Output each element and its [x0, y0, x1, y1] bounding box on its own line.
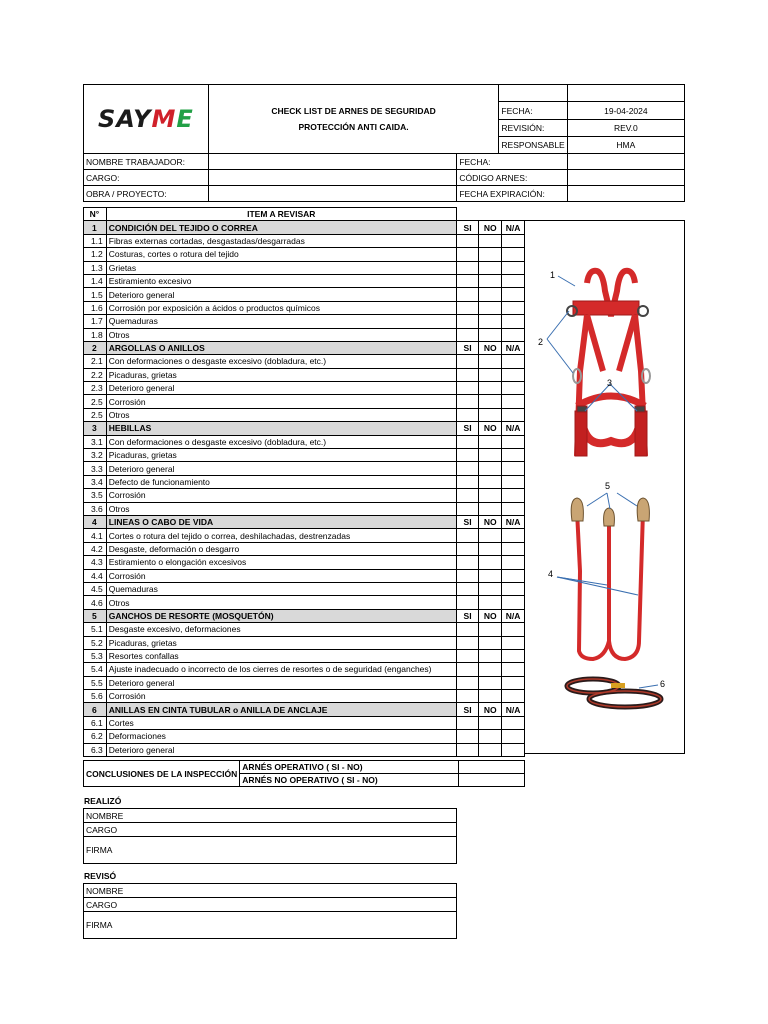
item-description: Otros	[106, 596, 456, 609]
checklist-row	[84, 596, 525, 609]
item-description: Desgaste, deformación o desgarro	[106, 542, 456, 555]
callout-label-4: 4	[548, 569, 554, 579]
si-checkbox-cell[interactable]	[456, 556, 479, 569]
section-header-row	[84, 609, 525, 622]
no-checkbox-cell[interactable]	[479, 676, 502, 689]
si-checkbox-cell[interactable]	[456, 676, 479, 689]
conclusions-table	[83, 760, 525, 787]
conclusions-title: CONCLUSIONES DE LA INSPECCIÓN	[84, 761, 240, 787]
si-header: SI	[456, 609, 479, 622]
si-checkbox-cell[interactable]	[456, 261, 479, 274]
no-checkbox-cell[interactable]	[479, 502, 502, 515]
fecha-expiracion-label: FECHA EXPIRACIÓN:	[457, 186, 568, 202]
section-title: GANCHOS DE RESORTE (MOSQUETÓN)	[106, 609, 456, 622]
item-description: Deterioro general	[106, 288, 456, 301]
no-checkbox-cell[interactable]	[479, 234, 502, 247]
callout-label-5: 5	[605, 481, 611, 491]
item-number: 2.3	[84, 382, 107, 395]
item-description: Costuras, cortes o rotura del tejido	[106, 248, 456, 261]
no-checkbox-cell[interactable]	[479, 569, 502, 582]
si-checkbox-cell[interactable]	[456, 475, 479, 488]
si-checkbox-cell[interactable]	[456, 596, 479, 609]
na-checkbox-cell[interactable]	[502, 542, 525, 555]
item-number: 5.6	[84, 690, 107, 703]
si-checkbox-cell[interactable]	[456, 315, 479, 328]
section-title: CONDICIÓN DEL TEJIDO O CORREA	[106, 221, 456, 234]
item-number: 5.3	[84, 649, 107, 662]
realizo-heading: REALIZÓ	[84, 796, 122, 806]
callout-label-1: 1	[550, 270, 556, 280]
na-checkbox-cell[interactable]	[502, 328, 525, 341]
col-number-header: N°	[84, 208, 107, 221]
fecha-label: FECHA:	[499, 102, 567, 120]
na-checkbox-cell[interactable]	[502, 449, 525, 462]
no-checkbox-cell[interactable]	[479, 288, 502, 301]
no-checkbox-cell[interactable]	[479, 596, 502, 609]
si-checkbox-cell[interactable]	[456, 408, 479, 421]
na-checkbox-cell[interactable]	[502, 462, 525, 475]
item-number: 3.6	[84, 502, 107, 515]
no-checkbox-cell[interactable]	[479, 716, 502, 729]
na-checkbox-cell[interactable]	[502, 435, 525, 448]
revision-value: REV.0	[567, 120, 684, 137]
checklist-row	[84, 556, 525, 569]
checklist-row	[84, 502, 525, 515]
item-number: 4.6	[84, 596, 107, 609]
checklist-row	[84, 569, 525, 582]
checklist-row	[84, 542, 525, 555]
item-description: Con deformaciones o desgaste excesivo (dobladura, etc.)	[106, 355, 456, 368]
sayme-logo: SAYME	[97, 105, 194, 133]
na-checkbox-cell[interactable]	[502, 248, 525, 261]
item-number: 4.2	[84, 542, 107, 555]
na-checkbox-cell[interactable]	[502, 663, 525, 676]
checklist-row	[84, 649, 525, 662]
lanyard-image	[571, 498, 649, 659]
section-header-row	[84, 221, 525, 234]
item-description: Deterioro general	[106, 382, 456, 395]
item-description: Cortes	[106, 716, 456, 729]
fecha-value: 19-04-2024	[567, 102, 684, 120]
na-header: N/A	[502, 221, 525, 234]
item-description: Estiramiento o elongación excesivos	[106, 556, 456, 569]
section-header-row	[84, 703, 525, 716]
equipment-image-panel	[524, 220, 685, 754]
checklist-row	[84, 582, 525, 595]
si-header: SI	[456, 221, 479, 234]
lanyard-callout-arrows	[557, 493, 638, 595]
na-checkbox-cell[interactable]	[502, 355, 525, 368]
document-title-line1: CHECK LIST DE ARNES DE SEGURIDAD	[271, 106, 436, 116]
harness-image	[567, 271, 650, 456]
na-checkbox-cell[interactable]	[502, 261, 525, 274]
na-header: N/A	[502, 341, 525, 354]
no-checkbox-cell[interactable]	[479, 274, 502, 287]
operativo-field[interactable]	[458, 761, 524, 774]
item-number: 1.6	[84, 301, 107, 314]
no-header: NO	[479, 422, 502, 435]
item-number: 2.5	[84, 395, 107, 408]
na-checkbox-cell[interactable]	[502, 730, 525, 743]
no-header: NO	[479, 221, 502, 234]
callout-label-3: 3	[607, 378, 613, 388]
checklist-row	[84, 676, 525, 689]
si-checkbox-cell[interactable]	[456, 435, 479, 448]
item-number: 2.2	[84, 368, 107, 381]
item-description: Corrosión	[106, 489, 456, 502]
item-number: 3.2	[84, 449, 107, 462]
si-checkbox-cell[interactable]	[456, 462, 479, 475]
na-checkbox-cell[interactable]	[502, 529, 525, 542]
operativo-label: ARNÉS OPERATIVO ( SI - NO)	[240, 761, 458, 774]
item-number: 1.1	[84, 234, 107, 247]
na-checkbox-cell[interactable]	[502, 743, 525, 756]
checklist-row	[84, 274, 525, 287]
no-checkbox-cell[interactable]	[479, 556, 502, 569]
si-checkbox-cell[interactable]	[456, 623, 479, 636]
realizo-table	[83, 808, 457, 864]
checklist-row	[84, 395, 525, 408]
item-number: 4.3	[84, 556, 107, 569]
na-checkbox-cell[interactable]	[502, 690, 525, 703]
no-checkbox-cell[interactable]	[479, 261, 502, 274]
item-number: 5.5	[84, 676, 107, 689]
si-checkbox-cell[interactable]	[456, 542, 479, 555]
na-checkbox-cell[interactable]	[502, 382, 525, 395]
na-checkbox-cell[interactable]	[502, 301, 525, 314]
section-number: 1	[84, 221, 107, 234]
checklist-row	[84, 716, 525, 729]
item-description: Deterioro general	[106, 462, 456, 475]
section-title: LINEAS O CABO DE VIDA	[106, 515, 456, 528]
no-header: NO	[479, 341, 502, 354]
item-number: 5.4	[84, 663, 107, 676]
no-header: NO	[479, 609, 502, 622]
no-checkbox-cell[interactable]	[479, 301, 502, 314]
responsable-label: RESPONSABLE	[499, 137, 567, 154]
worker-info-table	[83, 153, 685, 202]
callout-label-6: 6	[660, 679, 666, 689]
realizo-firma-label[interactable]: FIRMA	[84, 837, 457, 864]
item-number: 3.1	[84, 435, 107, 448]
codigo-arnes-label: CÓDIGO ARNES:	[457, 170, 568, 186]
na-checkbox-cell[interactable]	[502, 556, 525, 569]
item-description: Picaduras, grietas	[106, 449, 456, 462]
na-checkbox-cell[interactable]	[502, 623, 525, 636]
na-header: N/A	[502, 703, 525, 716]
item-number: 6.2	[84, 730, 107, 743]
si-checkbox-cell[interactable]	[456, 730, 479, 743]
item-description: Deformaciones	[106, 730, 456, 743]
item-number: 3.3	[84, 462, 107, 475]
item-description: Desgaste excesivo, deformaciones	[106, 623, 456, 636]
na-checkbox-cell[interactable]	[502, 315, 525, 328]
item-number: 4.5	[84, 582, 107, 595]
checklist-row	[84, 301, 525, 314]
item-description: Corrosión	[106, 690, 456, 703]
checklist-row	[84, 462, 525, 475]
no-checkbox-cell[interactable]	[479, 368, 502, 381]
item-description: Ajuste inadecuado o incorrecto de los cierres de resortes o de seguridad (enganches)	[106, 663, 456, 676]
section-number: 2	[84, 341, 107, 354]
checklist-row	[84, 489, 525, 502]
item-number: 1.5	[84, 288, 107, 301]
fecha-expiracion-field[interactable]	[568, 186, 685, 202]
si-header: SI	[456, 341, 479, 354]
checklist-row	[84, 315, 525, 328]
checklist-row	[84, 743, 525, 756]
si-checkbox-cell[interactable]	[456, 355, 479, 368]
reviso-table	[83, 883, 457, 939]
checklist-row	[84, 261, 525, 274]
reviso-cargo-label[interactable]: CARGO	[84, 898, 457, 912]
col-item-header: ITEM A REVISAR	[106, 208, 456, 221]
item-description: Otros	[106, 408, 456, 421]
na-header: N/A	[502, 515, 525, 528]
checklist-row	[84, 623, 525, 636]
si-checkbox-cell[interactable]	[456, 502, 479, 515]
no-checkbox-cell[interactable]	[479, 248, 502, 261]
item-number: 5.1	[84, 623, 107, 636]
item-description: Defecto de funcionamiento	[106, 475, 456, 488]
item-number: 2.1	[84, 355, 107, 368]
na-checkbox-cell[interactable]	[502, 288, 525, 301]
item-number: 3.5	[84, 489, 107, 502]
no-checkbox-cell[interactable]	[479, 582, 502, 595]
checklist-row	[84, 636, 525, 649]
item-description: Deterioro general	[106, 676, 456, 689]
no-checkbox-cell[interactable]	[479, 649, 502, 662]
na-checkbox-cell[interactable]	[502, 274, 525, 287]
na-checkbox-cell[interactable]	[502, 234, 525, 247]
na-checkbox-cell[interactable]	[502, 676, 525, 689]
si-checkbox-cell[interactable]	[456, 663, 479, 676]
obra-proyecto-field[interactable]	[208, 186, 456, 202]
item-description: Cortes o rotura del tejido o correa, deshilachadas, destrenzadas	[106, 529, 456, 542]
no-header: NO	[479, 515, 502, 528]
no-header: NO	[479, 703, 502, 716]
item-number: 1.8	[84, 328, 107, 341]
cargo-field[interactable]	[208, 170, 456, 186]
no-checkbox-cell[interactable]	[479, 542, 502, 555]
no-operativo-label: ARNÉS NO OPERATIVO ( SI - NO)	[240, 774, 458, 787]
checklist-row	[84, 408, 525, 421]
si-checkbox-cell[interactable]	[456, 449, 479, 462]
item-number: 3.4	[84, 475, 107, 488]
strap-callout-arrow	[639, 685, 658, 688]
no-checkbox-cell[interactable]	[479, 730, 502, 743]
checklist-row	[84, 382, 525, 395]
si-checkbox-cell[interactable]	[456, 569, 479, 582]
section-header-row	[84, 515, 525, 528]
section-number: 6	[84, 703, 107, 716]
item-number: 5.2	[84, 636, 107, 649]
no-checkbox-cell[interactable]	[479, 743, 502, 756]
no-checkbox-cell[interactable]	[479, 382, 502, 395]
item-number: 1.4	[84, 274, 107, 287]
na-checkbox-cell[interactable]	[502, 582, 525, 595]
realizo-cargo-label[interactable]: CARGO	[84, 823, 457, 837]
no-checkbox-cell[interactable]	[479, 690, 502, 703]
si-header: SI	[456, 422, 479, 435]
item-number: 1.3	[84, 261, 107, 274]
item-description: Otros	[106, 328, 456, 341]
si-checkbox-cell[interactable]	[456, 274, 479, 287]
item-description: Corrosión por exposición a ácidos o productos químicos	[106, 301, 456, 314]
na-checkbox-cell[interactable]	[502, 475, 525, 488]
no-checkbox-cell[interactable]	[479, 435, 502, 448]
item-number: 6.3	[84, 743, 107, 756]
item-description: Otros	[106, 502, 456, 515]
item-description: Corrosión	[106, 569, 456, 582]
checklist-row	[84, 529, 525, 542]
si-header: SI	[456, 703, 479, 716]
document-title-line2: PROTECCIÓN ANTI CAIDA.	[298, 122, 409, 132]
no-checkbox-cell[interactable]	[479, 663, 502, 676]
cargo-label: CARGO:	[84, 170, 209, 186]
item-description: Deterioro general	[106, 743, 456, 756]
item-description: Quemaduras	[106, 315, 456, 328]
info-fecha-label: FECHA:	[457, 154, 568, 170]
na-checkbox-cell[interactable]	[502, 489, 525, 502]
na-checkbox-cell[interactable]	[502, 408, 525, 421]
harness-diagram	[525, 221, 684, 753]
reviso-firma-label[interactable]: FIRMA	[84, 912, 457, 939]
realizo-nombre-label[interactable]: NOMBRE	[84, 809, 457, 823]
si-checkbox-cell[interactable]	[456, 301, 479, 314]
anchor-strap-image	[567, 679, 661, 707]
codigo-arnes-field[interactable]	[568, 170, 685, 186]
si-checkbox-cell[interactable]	[456, 382, 479, 395]
item-description: Quemaduras	[106, 582, 456, 595]
header-table	[83, 84, 685, 154]
item-number: 4.1	[84, 529, 107, 542]
item-description: Estiramiento excesivo	[106, 274, 456, 287]
item-description: Picaduras, grietas	[106, 368, 456, 381]
no-operativo-field[interactable]	[458, 774, 524, 787]
section-title: ARGOLLAS O ANILLOS	[106, 341, 456, 354]
checklist-row	[84, 368, 525, 381]
na-checkbox-cell[interactable]	[502, 368, 525, 381]
si-checkbox-cell[interactable]	[456, 529, 479, 542]
item-number: 4.4	[84, 569, 107, 582]
item-description: Corrosión	[106, 395, 456, 408]
no-checkbox-cell[interactable]	[479, 489, 502, 502]
item-number: 1.2	[84, 248, 107, 261]
item-description: Con deformaciones o desgaste excesivo (dobladura, etc.)	[106, 435, 456, 448]
item-description: Picaduras, grietas	[106, 636, 456, 649]
checklist-row	[84, 328, 525, 341]
si-checkbox-cell[interactable]	[456, 636, 479, 649]
checklist-row	[84, 449, 525, 462]
na-checkbox-cell[interactable]	[502, 716, 525, 729]
si-checkbox-cell[interactable]	[456, 395, 479, 408]
si-checkbox-cell[interactable]	[456, 690, 479, 703]
si-checkbox-cell[interactable]	[456, 248, 479, 261]
si-checkbox-cell[interactable]	[456, 328, 479, 341]
checklist-row	[84, 663, 525, 676]
revision-label: REVISIÓN:	[499, 120, 567, 137]
no-checkbox-cell[interactable]	[479, 529, 502, 542]
no-checkbox-cell[interactable]	[479, 462, 502, 475]
checklist-row	[84, 355, 525, 368]
callout-label-2: 2	[538, 337, 544, 347]
no-checkbox-cell[interactable]	[479, 636, 502, 649]
no-checkbox-cell[interactable]	[479, 475, 502, 488]
nombre-trabajador-label: NOMBRE TRABAJADOR:	[84, 154, 209, 170]
checklist-row	[84, 234, 525, 247]
responsable-value: HMA	[567, 137, 684, 154]
no-checkbox-cell[interactable]	[479, 395, 502, 408]
item-number: 6.1	[84, 716, 107, 729]
no-checkbox-cell[interactable]	[479, 355, 502, 368]
na-checkbox-cell[interactable]	[502, 636, 525, 649]
item-number: 1.7	[84, 315, 107, 328]
no-checkbox-cell[interactable]	[479, 623, 502, 636]
no-checkbox-cell[interactable]	[479, 408, 502, 421]
checklist-row	[84, 475, 525, 488]
na-checkbox-cell[interactable]	[502, 395, 525, 408]
no-checkbox-cell[interactable]	[479, 449, 502, 462]
na-checkbox-cell[interactable]	[502, 596, 525, 609]
section-title: HEBILLAS	[106, 422, 456, 435]
checklist-row	[84, 288, 525, 301]
na-checkbox-cell[interactable]	[502, 502, 525, 515]
si-checkbox-cell[interactable]	[456, 649, 479, 662]
nombre-trabajador-field[interactable]	[208, 154, 456, 170]
checklist-row	[84, 730, 525, 743]
si-checkbox-cell[interactable]	[456, 489, 479, 502]
si-checkbox-cell[interactable]	[456, 582, 479, 595]
checklist-row	[84, 690, 525, 703]
na-checkbox-cell[interactable]	[502, 569, 525, 582]
section-header-row	[84, 341, 525, 354]
item-description: Fibras externas cortadas, desgastadas/desgarradas	[106, 234, 456, 247]
item-description: Grietas	[106, 261, 456, 274]
checklist-row	[84, 248, 525, 261]
checklist-row	[84, 435, 525, 448]
reviso-heading: REVISÓ	[84, 871, 117, 881]
harness-callout-arrows	[547, 276, 637, 411]
section-number: 5	[84, 609, 107, 622]
si-checkbox-cell[interactable]	[456, 368, 479, 381]
no-checkbox-cell[interactable]	[479, 315, 502, 328]
section-number: 4	[84, 515, 107, 528]
si-checkbox-cell[interactable]	[456, 716, 479, 729]
reviso-nombre-label[interactable]: NOMBRE	[84, 884, 457, 898]
info-fecha-field[interactable]	[568, 154, 685, 170]
title-cell	[208, 85, 499, 154]
no-checkbox-cell[interactable]	[479, 328, 502, 341]
na-header: N/A	[502, 609, 525, 622]
item-number: 2.5	[84, 408, 107, 421]
na-header: N/A	[502, 422, 525, 435]
item-description: Resortes confallas	[106, 649, 456, 662]
si-checkbox-cell[interactable]	[456, 234, 479, 247]
section-number: 3	[84, 422, 107, 435]
si-checkbox-cell[interactable]	[456, 288, 479, 301]
si-header: SI	[456, 515, 479, 528]
si-checkbox-cell[interactable]	[456, 743, 479, 756]
section-title: ANILLAS EN CINTA TUBULAR o ANILLA DE ANCLAJE	[106, 703, 456, 716]
logo-cell	[84, 85, 209, 154]
section-header-row	[84, 422, 525, 435]
na-checkbox-cell[interactable]	[502, 649, 525, 662]
checklist-table	[83, 207, 525, 757]
obra-proyecto-label: OBRA / PROYECTO:	[84, 186, 209, 202]
